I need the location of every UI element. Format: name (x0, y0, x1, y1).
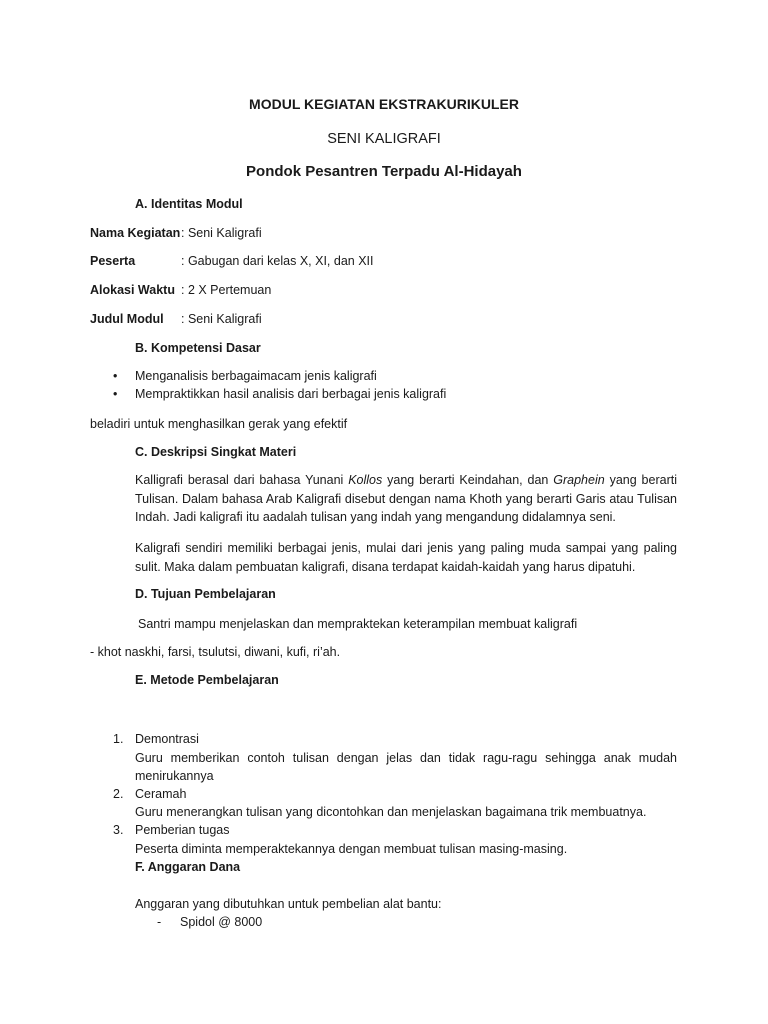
italic-term: Graphein (553, 473, 605, 487)
identity-row (90, 253, 373, 269)
text-run: Kalligrafi berasal dari bahasa Yunani (135, 473, 349, 487)
document-title: MODUL KEGIATAN EKSTRAKURIKULER (249, 96, 519, 112)
identity-value: : Seni Kaligrafi (181, 226, 262, 240)
identity-value: : 2 X Pertemuan (181, 283, 272, 297)
method-title: Ceramah (135, 787, 187, 801)
list-number: 2. (113, 787, 124, 801)
list-number: 1. (113, 732, 124, 746)
bullet-icon: • (113, 387, 118, 401)
identity-row (90, 282, 271, 298)
identity-value: : Seni Kaligrafi (181, 312, 262, 326)
section-heading-tujuan: D. Tujuan Pembelajaran (135, 587, 276, 601)
tujuan-text: Santri mampu menjelaskan dan mempraktekan keterampilan membuat kaligrafi (138, 617, 578, 631)
section-heading-anggaran: F. Anggaran Dana (135, 860, 241, 874)
anggaran-intro: Anggaran yang dibutuhkan untuk pembelian alat bantu: (135, 897, 442, 911)
section-heading-identitas: A. Identitas Modul (135, 197, 243, 211)
deskripsi-paragraph-1 (135, 471, 677, 527)
method-title: Demontrasi (135, 732, 199, 746)
method-description: Guru menerangkan tulisan yang dicontohkan dan menjelaskan bagaimana trik membuatnya. (135, 805, 647, 819)
identity-row (90, 311, 262, 327)
text-run: yang berarti Tulisan. Dalam bahasa Arab Kaligrafi disebut dengan nama Khoth yang berarti Garis atau Tulisan Indah. Jadi kaligrafi itu aadalah tulisan yang indah yang mengandung didalamnya seni. (135, 473, 677, 524)
list-item: Spidol @ 8000 (180, 915, 263, 929)
identity-key: Judul Modul (90, 312, 164, 326)
institution-name: Pondok Pesantren Terpadu Al-Hidayah (246, 163, 522, 180)
section-heading-metode: E. Metode Pembelajaran (135, 673, 279, 687)
identity-key: Alokasi Waktu (90, 283, 175, 297)
italic-term: Kollos (348, 473, 383, 487)
identity-value: : Gabugan dari kelas X, XI, dan XII (181, 254, 374, 268)
identity-key: Peserta (90, 254, 136, 268)
identity-row (90, 225, 262, 241)
list-dash: - (157, 915, 162, 929)
method-description: Peserta diminta memperaktekannya dengan membuat tulisan masing-masing. (135, 842, 568, 856)
text-run: yang berarti Keindahan, dan (382, 473, 554, 487)
method-title: Pemberian tugas (135, 823, 230, 837)
list-number: 3. (113, 823, 124, 837)
document-subtitle: SENI KALIGRAFI (327, 131, 441, 147)
bullet-icon: • (113, 369, 118, 383)
section-heading-deskripsi: C. Deskripsi Singkat Materi (135, 445, 297, 459)
tujuan-note: - khot naskhi, farsi, tsulutsi, diwani, kufi, ri’ah. (90, 645, 341, 659)
method-description: Guru memberikan contoh tulisan dengan jelas dan tidak ragu-ragu sehingga anak mudah menirukannya (135, 751, 677, 783)
section-heading-kompetensi: B. Kompetensi Dasar (135, 341, 261, 355)
kompetensi-note: beladiri untuk menghasilkan gerak yang efektif (90, 417, 348, 431)
list-item: Menganalisis berbagaimacam jenis kaligrafi (135, 369, 377, 383)
identity-key: Nama Kegiatan (90, 226, 181, 240)
deskripsi-paragraph-2: Kaligrafi sendiri memiliki berbagai jenis, mulai dari jenis yang paling muda sampai yang paling sulit. Maka dalam pembuatan kaligrafi, disana terdapat kaidah-kaidah yang harus dipatuhi. (135, 541, 677, 574)
list-item: Mempraktikkan hasil analisis dari berbagai jenis kaligrafi (135, 387, 447, 401)
